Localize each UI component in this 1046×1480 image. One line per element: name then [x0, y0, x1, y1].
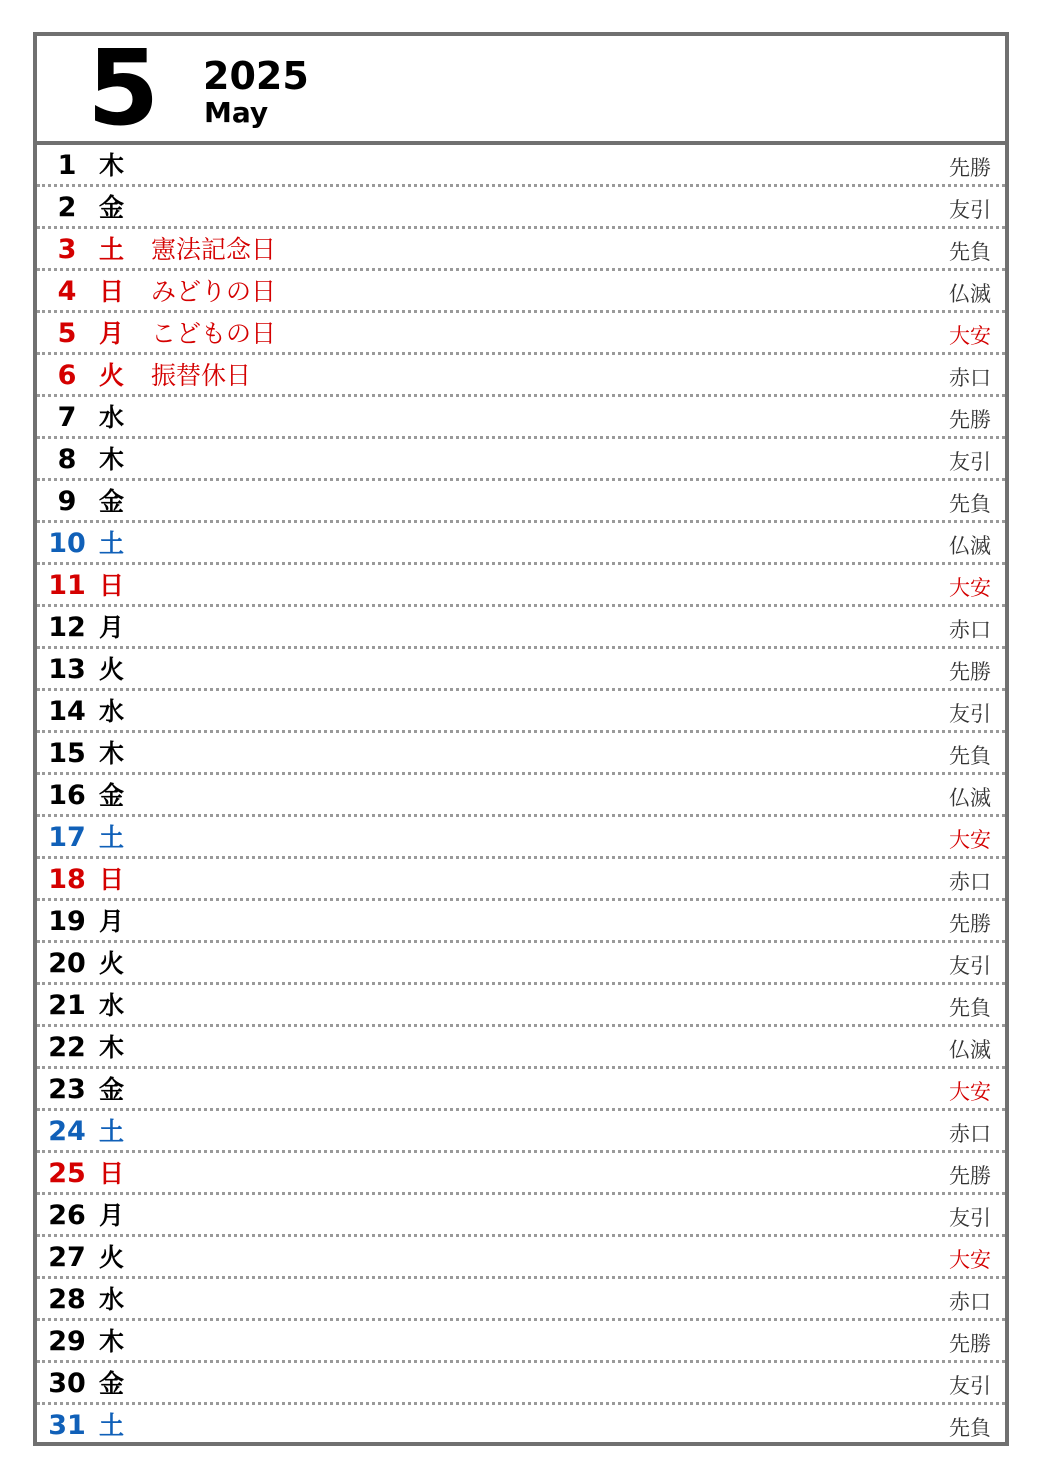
rokuyo-label: 先負 — [949, 744, 991, 768]
day-number: 24 — [48, 1116, 86, 1147]
weekday-label: 日 — [99, 1159, 125, 1188]
rokuyo-label: 友引 — [949, 702, 991, 726]
day-number: 5 — [57, 318, 77, 349]
day-number: 28 — [48, 1284, 86, 1315]
month-number: 5 — [87, 27, 160, 149]
day-number: 13 — [48, 654, 86, 685]
day-row — [37, 943, 1005, 985]
day-number: 11 — [48, 570, 86, 601]
day-row — [37, 1321, 1005, 1363]
day-number: 16 — [48, 780, 86, 811]
weekday-label: 木 — [99, 1327, 125, 1356]
day-row — [37, 1069, 1005, 1111]
day-row — [37, 1111, 1005, 1153]
weekday-label: 火 — [99, 949, 125, 978]
day-number: 27 — [48, 1242, 86, 1273]
day-number: 10 — [48, 528, 86, 559]
weekday-label: 日 — [99, 865, 125, 894]
weekday-label: 土 — [99, 529, 125, 558]
day-number: 20 — [48, 948, 86, 979]
rokuyo-label: 赤口 — [949, 618, 991, 642]
day-row — [37, 565, 1005, 607]
day-row — [37, 691, 1005, 733]
weekday-label: 金 — [99, 1075, 125, 1104]
holiday-name: こどもの日 — [151, 319, 277, 348]
rokuyo-label: 大安 — [949, 324, 991, 348]
rokuyo-label: 先負 — [949, 240, 991, 264]
weekday-label: 火 — [99, 655, 125, 684]
holiday-name: 憲法記念日 — [151, 235, 277, 264]
day-number: 26 — [48, 1200, 86, 1231]
day-number: 9 — [57, 486, 77, 517]
rokuyo-label: 赤口 — [949, 870, 991, 894]
day-number: 18 — [48, 864, 86, 895]
rokuyo-label: 仏滅 — [949, 282, 991, 306]
day-number: 1 — [57, 150, 77, 181]
rokuyo-label: 先勝 — [949, 156, 991, 180]
rokuyo-label: 大安 — [949, 1080, 991, 1104]
weekday-label: 火 — [99, 361, 125, 390]
day-number: 31 — [48, 1410, 86, 1441]
weekday-label: 水 — [99, 403, 125, 432]
day-row — [37, 271, 1005, 313]
day-row — [37, 229, 1005, 271]
rokuyo-label: 先負 — [949, 492, 991, 516]
day-list — [37, 145, 1005, 1447]
weekday-label: 水 — [99, 991, 125, 1020]
weekday-label: 日 — [99, 277, 125, 306]
day-number: 22 — [48, 1032, 86, 1063]
day-row — [37, 1363, 1005, 1405]
day-number: 23 — [48, 1074, 86, 1105]
weekday-label: 金 — [99, 487, 125, 516]
rokuyo-label: 先勝 — [949, 1332, 991, 1356]
day-row — [37, 397, 1005, 439]
weekday-label: 日 — [99, 571, 125, 600]
day-number: 3 — [57, 234, 77, 265]
rokuyo-label: 友引 — [949, 1374, 991, 1398]
weekday-label: 火 — [99, 1243, 125, 1272]
day-row — [37, 187, 1005, 229]
calendar-header — [37, 27, 1005, 149]
rokuyo-label: 先勝 — [949, 912, 991, 936]
rokuyo-label: 赤口 — [949, 1290, 991, 1314]
day-row — [37, 859, 1005, 901]
day-row — [37, 985, 1005, 1027]
day-row — [37, 1195, 1005, 1237]
day-number: 6 — [57, 360, 77, 391]
day-row — [37, 313, 1005, 355]
day-row — [37, 1237, 1005, 1279]
day-row — [37, 1027, 1005, 1069]
day-row — [37, 817, 1005, 859]
weekday-label: 水 — [99, 697, 125, 726]
weekday-label: 金 — [99, 193, 125, 222]
day-number: 7 — [57, 402, 77, 433]
day-number: 2 — [57, 192, 77, 223]
day-row — [37, 1405, 1005, 1447]
weekday-label: 木 — [99, 151, 125, 180]
day-row — [37, 1153, 1005, 1195]
rokuyo-label: 大安 — [949, 1248, 991, 1272]
rokuyo-label: 先負 — [949, 1416, 991, 1440]
weekday-label: 金 — [99, 781, 125, 810]
day-row — [37, 649, 1005, 691]
day-number: 8 — [57, 444, 77, 475]
day-row — [37, 901, 1005, 943]
weekday-label: 水 — [99, 1285, 125, 1314]
day-row — [37, 145, 1005, 187]
day-number: 30 — [48, 1368, 86, 1399]
calendar-frame — [33, 27, 1009, 1446]
day-row — [37, 481, 1005, 523]
day-number: 21 — [48, 990, 86, 1021]
rokuyo-label: 赤口 — [949, 1122, 991, 1146]
day-row — [37, 439, 1005, 481]
rokuyo-label: 大安 — [949, 576, 991, 600]
rokuyo-label: 先勝 — [949, 1164, 991, 1188]
month-name: May — [204, 96, 269, 129]
weekday-label: 月 — [99, 319, 125, 348]
weekday-label: 木 — [99, 739, 125, 768]
day-row — [37, 733, 1005, 775]
day-number: 4 — [57, 276, 77, 307]
rokuyo-label: 仏滅 — [949, 1038, 991, 1062]
rokuyo-label: 赤口 — [949, 366, 991, 390]
day-number: 25 — [48, 1158, 86, 1189]
day-row — [37, 607, 1005, 649]
weekday-label: 月 — [99, 907, 125, 936]
day-number: 19 — [48, 906, 86, 937]
day-number: 17 — [48, 822, 86, 853]
holiday-name: 振替休日 — [151, 361, 252, 390]
weekday-label: 木 — [99, 1033, 125, 1062]
weekday-label: 木 — [99, 445, 125, 474]
rokuyo-label: 先勝 — [949, 660, 991, 684]
weekday-label: 金 — [99, 1369, 125, 1398]
weekday-label: 月 — [99, 613, 125, 642]
day-number: 12 — [48, 612, 86, 643]
rokuyo-label: 仏滅 — [949, 534, 991, 558]
rokuyo-label: 先負 — [949, 996, 991, 1020]
day-number: 29 — [48, 1326, 86, 1357]
day-number: 15 — [48, 738, 86, 769]
weekday-label: 土 — [99, 823, 125, 852]
rokuyo-label: 友引 — [949, 1206, 991, 1230]
rokuyo-label: 友引 — [949, 198, 991, 222]
rokuyo-label: 先勝 — [949, 408, 991, 432]
weekday-label: 土 — [99, 235, 125, 264]
day-number: 14 — [48, 696, 86, 727]
rokuyo-label: 友引 — [949, 450, 991, 474]
holiday-name: みどりの日 — [151, 277, 277, 306]
weekday-label: 土 — [99, 1411, 125, 1440]
weekday-label: 土 — [99, 1117, 125, 1146]
weekday-label: 月 — [99, 1201, 125, 1230]
rokuyo-label: 大安 — [949, 828, 991, 852]
day-row — [37, 1279, 1005, 1321]
year-label: 2025 — [203, 54, 309, 98]
rokuyo-label: 仏滅 — [949, 786, 991, 810]
rokuyo-label: 友引 — [949, 954, 991, 978]
day-row — [37, 355, 1005, 397]
day-row — [37, 775, 1005, 817]
day-row — [37, 523, 1005, 565]
